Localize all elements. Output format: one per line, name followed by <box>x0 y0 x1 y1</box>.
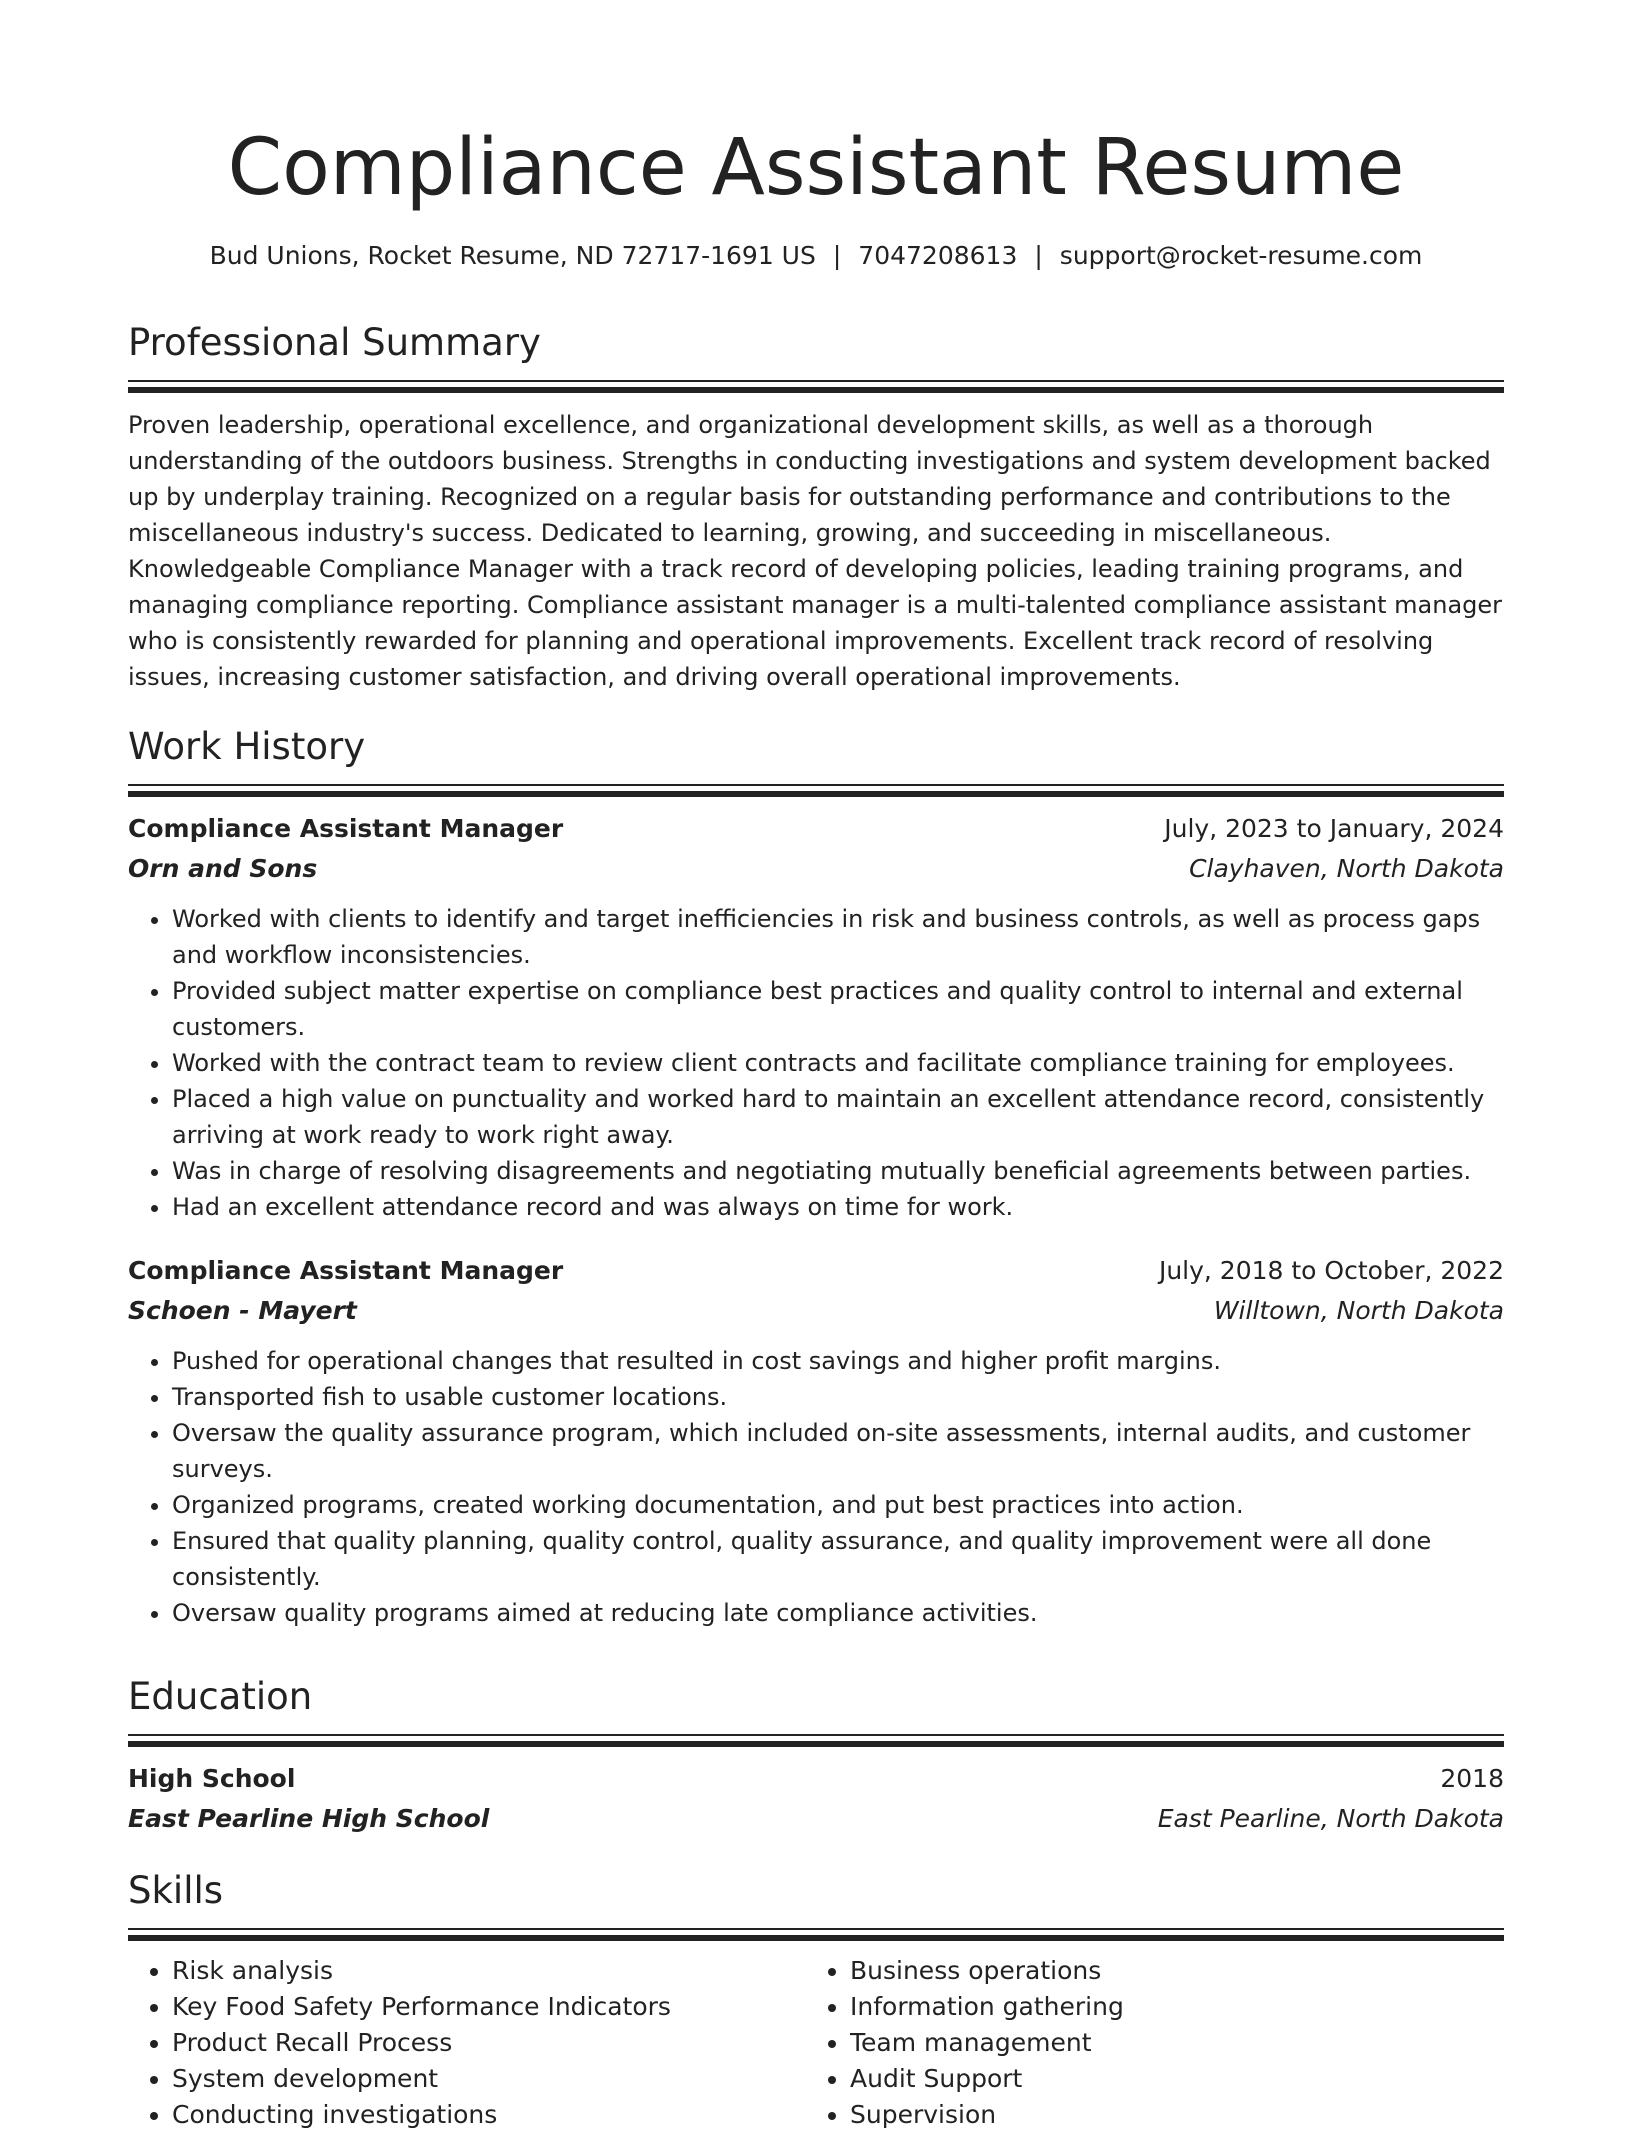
list-item: • Provided subject matter expertise on compliance best practices and quality control to internal and external customers. <box>172 973 1504 1045</box>
job-location: Willtown, North Dakota <box>1213 1296 1504 1325</box>
education-school-row <box>128 1799 1504 1839</box>
list-item: • Organized programs, created working documentation, and put best practices into action. <box>172 1487 1504 1523</box>
education-location: East Pearline, North Dakota <box>1157 1804 1504 1833</box>
skill-item: • Supervision <box>850 2097 1484 2133</box>
education-school: East Pearline High School <box>128 1804 490 1833</box>
section-divider <box>128 1928 1504 1930</box>
work-history-heading: Work History <box>128 725 366 768</box>
resume-title: Compliance Assistant Resume <box>227 123 1405 213</box>
contact-separator: | <box>1034 241 1043 270</box>
section-divider-thick <box>128 791 1504 797</box>
skills-section <box>128 1866 1504 2133</box>
list-item: • Was in charge of resolving disagreements and negotiating mutually beneficial agreements between parties. <box>172 1153 1504 1189</box>
summary-section <box>128 318 1504 695</box>
education-section <box>128 1672 1504 1839</box>
list-item: • Transported fish to usable customer locations. <box>172 1379 1504 1415</box>
section-divider-thick <box>128 1935 1504 1941</box>
skill-item: • Audit Support <box>850 2061 1484 2097</box>
section-divider <box>128 784 1504 786</box>
job-dates: July, 2018 to October, 2022 <box>1158 1256 1504 1285</box>
contact-phone: 7047208613 <box>858 241 1018 270</box>
list-item: • Pushed for operational changes that resulted in cost savings and higher profit margins. <box>172 1343 1504 1379</box>
job-entry <box>128 809 1504 1225</box>
education-year: 2018 <box>1440 1764 1504 1793</box>
skill-item: • Product Recall Process <box>172 2025 806 2061</box>
list-item: • Had an excellent attendance record and was always on time for work. <box>172 1189 1504 1225</box>
contact-address: Bud Unions, Rocket Resume, ND 72717-1691 US <box>209 241 816 270</box>
list-item: • Oversaw quality programs aimed at reducing late compliance activities. <box>172 1595 1504 1631</box>
skills-list-left <box>128 1953 806 2133</box>
list-item: • Worked with clients to identify and target inefficiencies in risk and business controls, as well as process gaps and workflow inconsistencies. <box>172 901 1504 973</box>
skill-item: • Conducting investigations <box>172 2097 806 2133</box>
job-title: Compliance Assistant Manager <box>128 1256 564 1285</box>
education-header-row <box>128 1759 1504 1799</box>
skill-item: • System development <box>172 2061 806 2097</box>
job-bullet-list <box>128 1343 1504 1631</box>
list-item: • Oversaw the quality assurance program, which included on-site assessments, internal audits, and customer surveys. <box>172 1415 1504 1487</box>
education-entry <box>128 1759 1504 1839</box>
work-history-section <box>128 722 1504 1631</box>
summary-heading: Professional Summary <box>128 321 541 364</box>
section-divider-thick <box>128 387 1504 393</box>
job-dates: July, 2023 to January, 2024 <box>1164 814 1504 843</box>
education-degree: High School <box>128 1764 296 1793</box>
contact-separator: | <box>832 241 842 270</box>
job-bullet-list <box>128 901 1504 1225</box>
job-company-row <box>128 849 1504 889</box>
skills-heading: Skills <box>128 1869 224 1912</box>
job-company-row <box>128 1291 1504 1331</box>
skill-item: • Risk analysis <box>172 1953 806 1989</box>
job-company: Orn and Sons <box>128 854 318 883</box>
education-heading: Education <box>128 1675 313 1718</box>
skills-columns <box>128 1953 1504 2133</box>
contact-line <box>128 238 1504 274</box>
job-header-row <box>128 1251 1504 1291</box>
summary-text: Proven leadership, operational excellence, and organizational development skills, as well as a thorough understanding of the outdoors business. Strengths in conducting investigations and system development backed up by underplay training. Recognized on a regular basis for outstanding performance and contributions to the miscellaneous industry's success. Dedicated to learning, growing, and succeeding in miscellaneous. Knowledgeable Compliance Manager with a track record of developing policies, leading training programs, and managing compliance reporting. Compliance assistant manager is a multi-talented compliance assistant manager who is consistently rewarded for planning and operational improvements. Excellent track record of resolving issues, increasing customer satisfaction, and driving overall operational improvements. <box>128 411 1503 691</box>
job-company: Schoen - Mayert <box>128 1296 357 1325</box>
section-divider-thick <box>128 1741 1504 1747</box>
list-item: • Placed a high value on punctuality and worked hard to maintain an excellent attendance record, consistently arriving at work ready to work right away. <box>172 1081 1504 1153</box>
skill-item: • Team management <box>850 2025 1484 2061</box>
job-location: Clayhaven, North Dakota <box>1189 854 1504 883</box>
section-divider <box>128 1734 1504 1736</box>
section-divider <box>128 380 1504 382</box>
job-header-row <box>128 809 1504 849</box>
skill-item: • Key Food Safety Performance Indicators <box>172 1989 806 2025</box>
job-entry <box>128 1251 1504 1631</box>
skill-item: • Business operations <box>850 1953 1484 1989</box>
skills-list-right <box>806 1953 1484 2133</box>
contact-email: support@rocket-resume.com <box>1059 241 1423 270</box>
job-title: Compliance Assistant Manager <box>128 814 564 843</box>
list-item: • Ensured that quality planning, quality control, quality assurance, and quality improvement were all done consistently. <box>172 1523 1504 1595</box>
skill-item: • Information gathering <box>850 1989 1484 2025</box>
list-item: • Worked with the contract team to review client contracts and facilitate compliance training for employees. <box>172 1045 1504 1081</box>
